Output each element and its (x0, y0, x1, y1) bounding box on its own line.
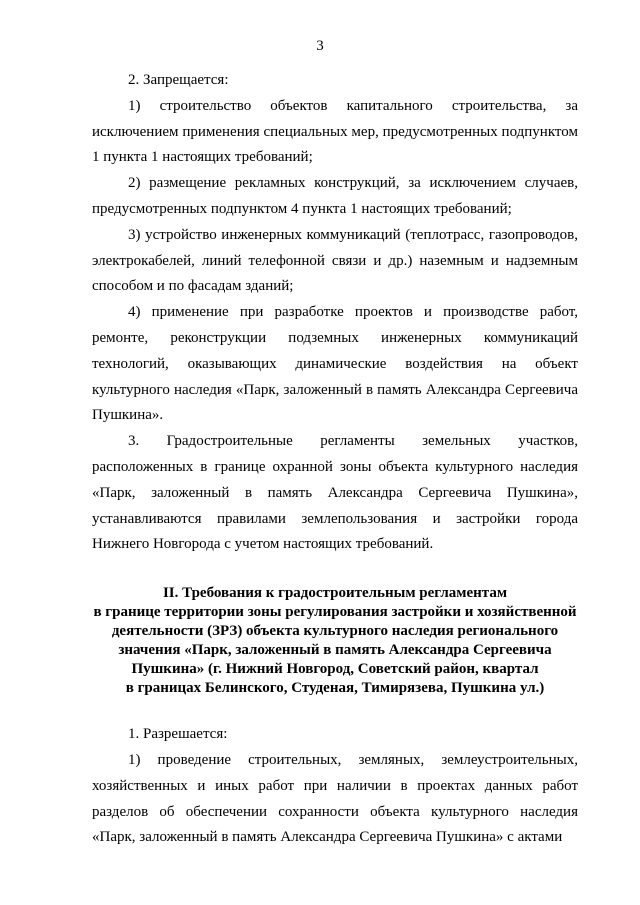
section-2-heading (92, 584, 578, 698)
section-2-item-1-title: 1. Разрешается: (128, 726, 228, 743)
document-body (92, 68, 578, 851)
item-2-4-paragraph: 4) применение при разработке проектов и производстве работ, ремонте, реконструкции подземных инженерных коммуникаций технологий, оказывающих динамические воздействия на объект культурного наследия «Парк, заложенный в память Александра Сергеевича Пушкина». (92, 304, 578, 424)
heading-line: II. Требования к градостроительным регламентам (162, 585, 508, 602)
item-2-title: 2. Запрещается: (128, 72, 229, 88)
page-number: 3 (316, 38, 324, 54)
item-2-1-paragraph: 1) строительство объектов капитального строительства, за исключением применения специальных мер, предусмотренных подпунктом 1 пункта 1 настоящих требований; (92, 97, 578, 166)
item-2-2-paragraph: 2) размещение рекламных конструкций, за исключением случаев, предусмотренных подпунктом 4 пункта 1 настоящих требований; (92, 175, 578, 217)
heading-line: значения «Парк, заложенный в память Александра Сергеевича (118, 642, 552, 659)
section-2-item-1-1-paragraph: 1) проведение строительных, земляных, землеустроительных, хозяйственных и иных работ при наличии в проектах данных работ разделов об обеспечении сохранности объекта культурного наследия «Парк, заложенный в память Александра Сергеевича Пушкина» с актами (92, 751, 578, 846)
item-2-3-paragraph: 3) устройство инженерных коммуникаций (теплотрасс, газопроводов, электрокабелей, линий телефонной связи и др.) наземным и надземным способом и по фасадам зданий; (92, 226, 578, 295)
heading-line: Пушкина» (г. Нижний Новгород, Советский район, квартал (131, 661, 539, 678)
item-3-paragraph: 3. Градостроительные регламенты земельных участков, расположенных в границе охранной зоны объекта культурного наследия «Парк, заложенный в память Александра Сергеевича Пушкина», устанавливаются правилами землепользования и застройки города Нижнего Новгорода с учетом настоящих требований. (92, 433, 578, 553)
heading-line: в границах Белинского, Студеная, Тимирязева, Пушкина ул.) (125, 680, 545, 697)
heading-line: деятельности (ЗРЗ) объекта культурного наследия регионального (111, 623, 559, 640)
heading-line: в границе территории зоны регулирования застройки и хозяйственной (93, 604, 577, 621)
